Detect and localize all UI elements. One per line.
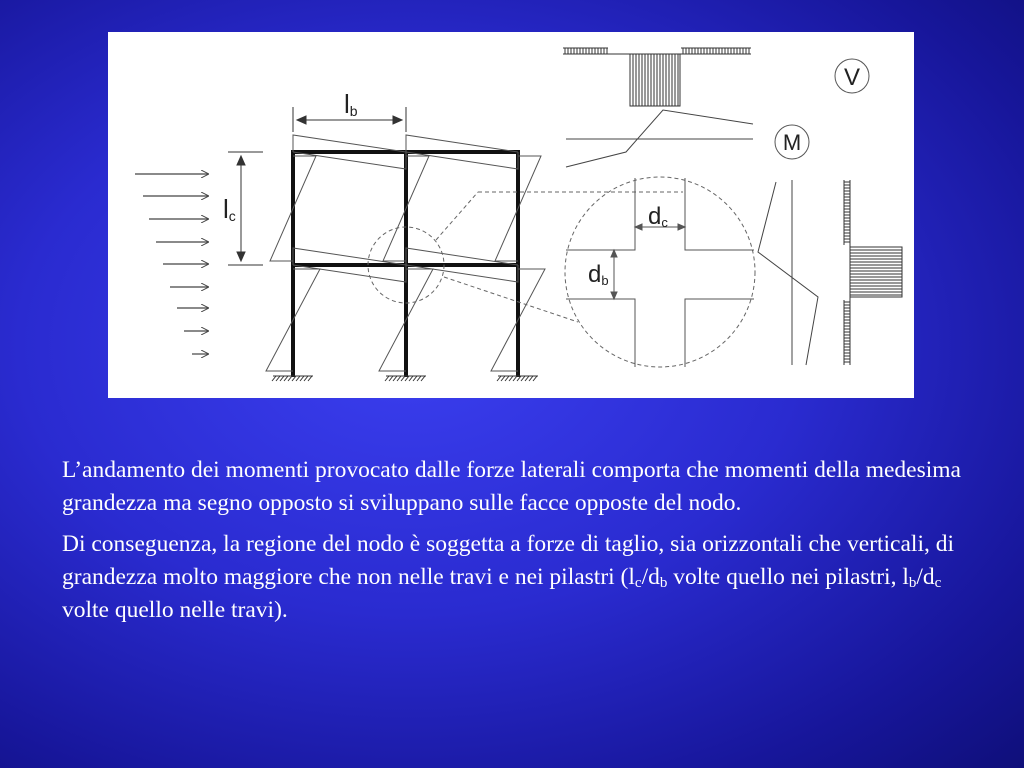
shear-symbol: [835, 59, 869, 93]
joint-callout: [368, 177, 755, 367]
moment-diagram-beam: [566, 110, 753, 167]
shear-diagram-column: [844, 180, 902, 365]
shear-diagram-beam: [563, 48, 751, 106]
frame-diagram: [108, 32, 914, 398]
paragraph-moment-distribution: L’andamento dei momenti provocato dalle forze laterali comporta che momenti della medesima grandezza ma segno opposto si sviluppano sulle facce opposte del nodo.: [62, 457, 961, 516]
label-lb: lb: [344, 89, 358, 119]
paragraph-joint-shear: Di conseguenza, la regione del nodo è soggetta a forze di taglio, sia orizzontali che verticali, di grandezza molto maggiore che non nelle travi e nei pilastri ($l_c/d_b$ volte quello nei pilastri, $l_b/d_c$ volte quello nelle travi).: [62, 531, 955, 623]
moment-symbol: [775, 125, 809, 159]
lateral-force-arrows: [135, 174, 208, 354]
label-lc: lc: [223, 194, 236, 224]
label-db: db: [588, 261, 609, 288]
slide-body-text: [62, 454, 962, 635]
moment-diagram-column: [758, 180, 818, 365]
svg-text:V: V: [843, 64, 861, 91]
fixed-supports: [272, 376, 538, 381]
diagram-svg: [108, 32, 914, 398]
svg-text:M: M: [782, 130, 802, 155]
label-dc: dc: [648, 203, 668, 230]
